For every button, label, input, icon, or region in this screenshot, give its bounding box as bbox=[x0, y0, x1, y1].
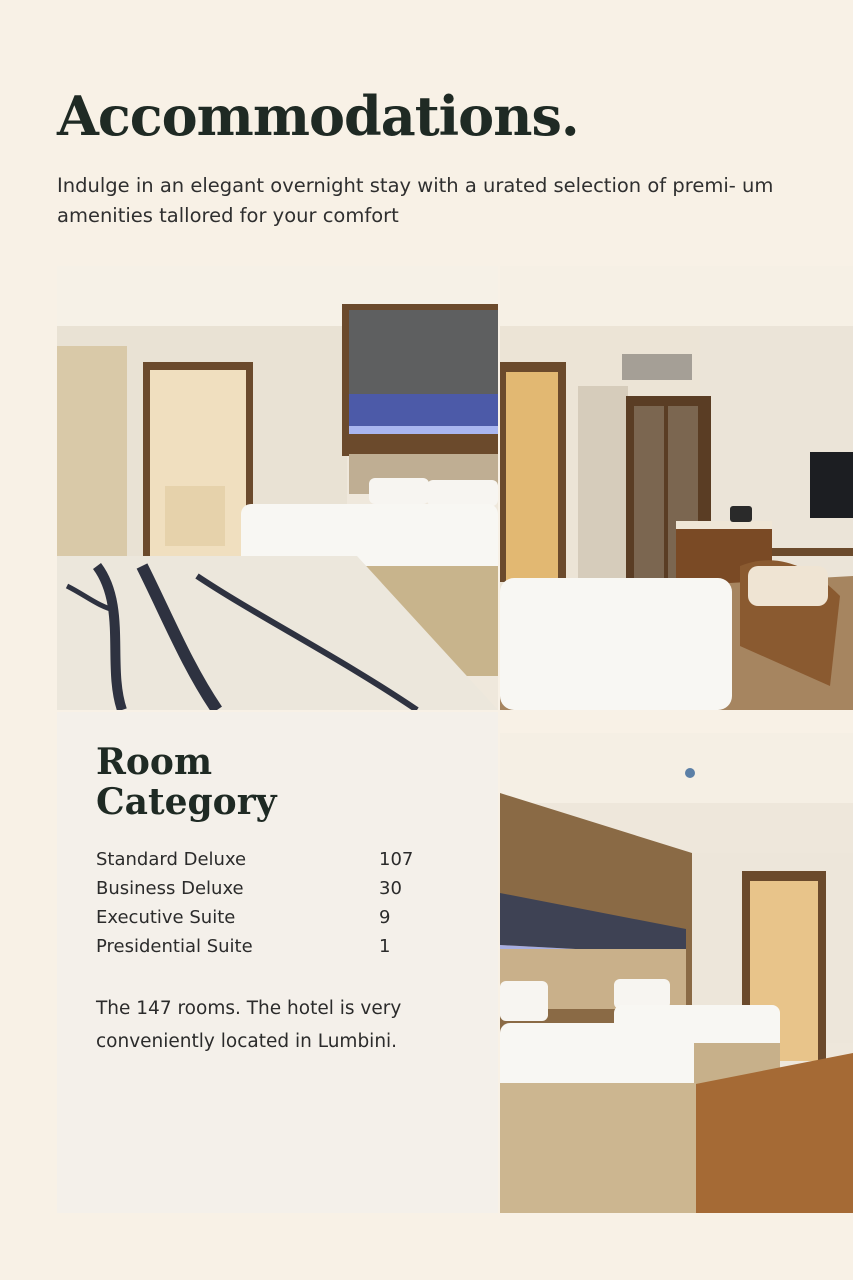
room-name: Executive Suite bbox=[96, 907, 236, 928]
room-row-standard-deluxe bbox=[96, 845, 456, 874]
room-name: Business Deluxe bbox=[96, 878, 244, 899]
room-name: Presidential Suite bbox=[96, 936, 253, 957]
room-category-title: Room Category bbox=[96, 741, 277, 823]
hotel-note: The 147 rooms. The hotel is very conveniently located in Lumbini. bbox=[96, 998, 402, 1052]
room-count: 9 bbox=[379, 907, 391, 928]
twin-bed-room-photo bbox=[500, 733, 853, 1213]
page-title: Accommodations. bbox=[57, 84, 579, 148]
room-name: Standard Deluxe bbox=[96, 849, 247, 870]
room-category-panel bbox=[57, 712, 498, 1213]
room-row-presidential-suite bbox=[96, 932, 456, 961]
room-row-business-deluxe bbox=[96, 874, 456, 903]
king-bed-room-photo bbox=[57, 266, 498, 710]
room-desk-wardrobe-photo bbox=[500, 266, 853, 710]
room-count: 107 bbox=[379, 849, 414, 870]
room-count: 1 bbox=[379, 936, 391, 957]
room-count: 30 bbox=[379, 878, 402, 899]
room-row-executive-suite bbox=[96, 903, 456, 932]
room-category-list bbox=[96, 845, 456, 961]
intro-text: Indulge in an elegant overnight stay with a urated selection of premi- um amenities tallored for your comfort bbox=[57, 174, 774, 227]
